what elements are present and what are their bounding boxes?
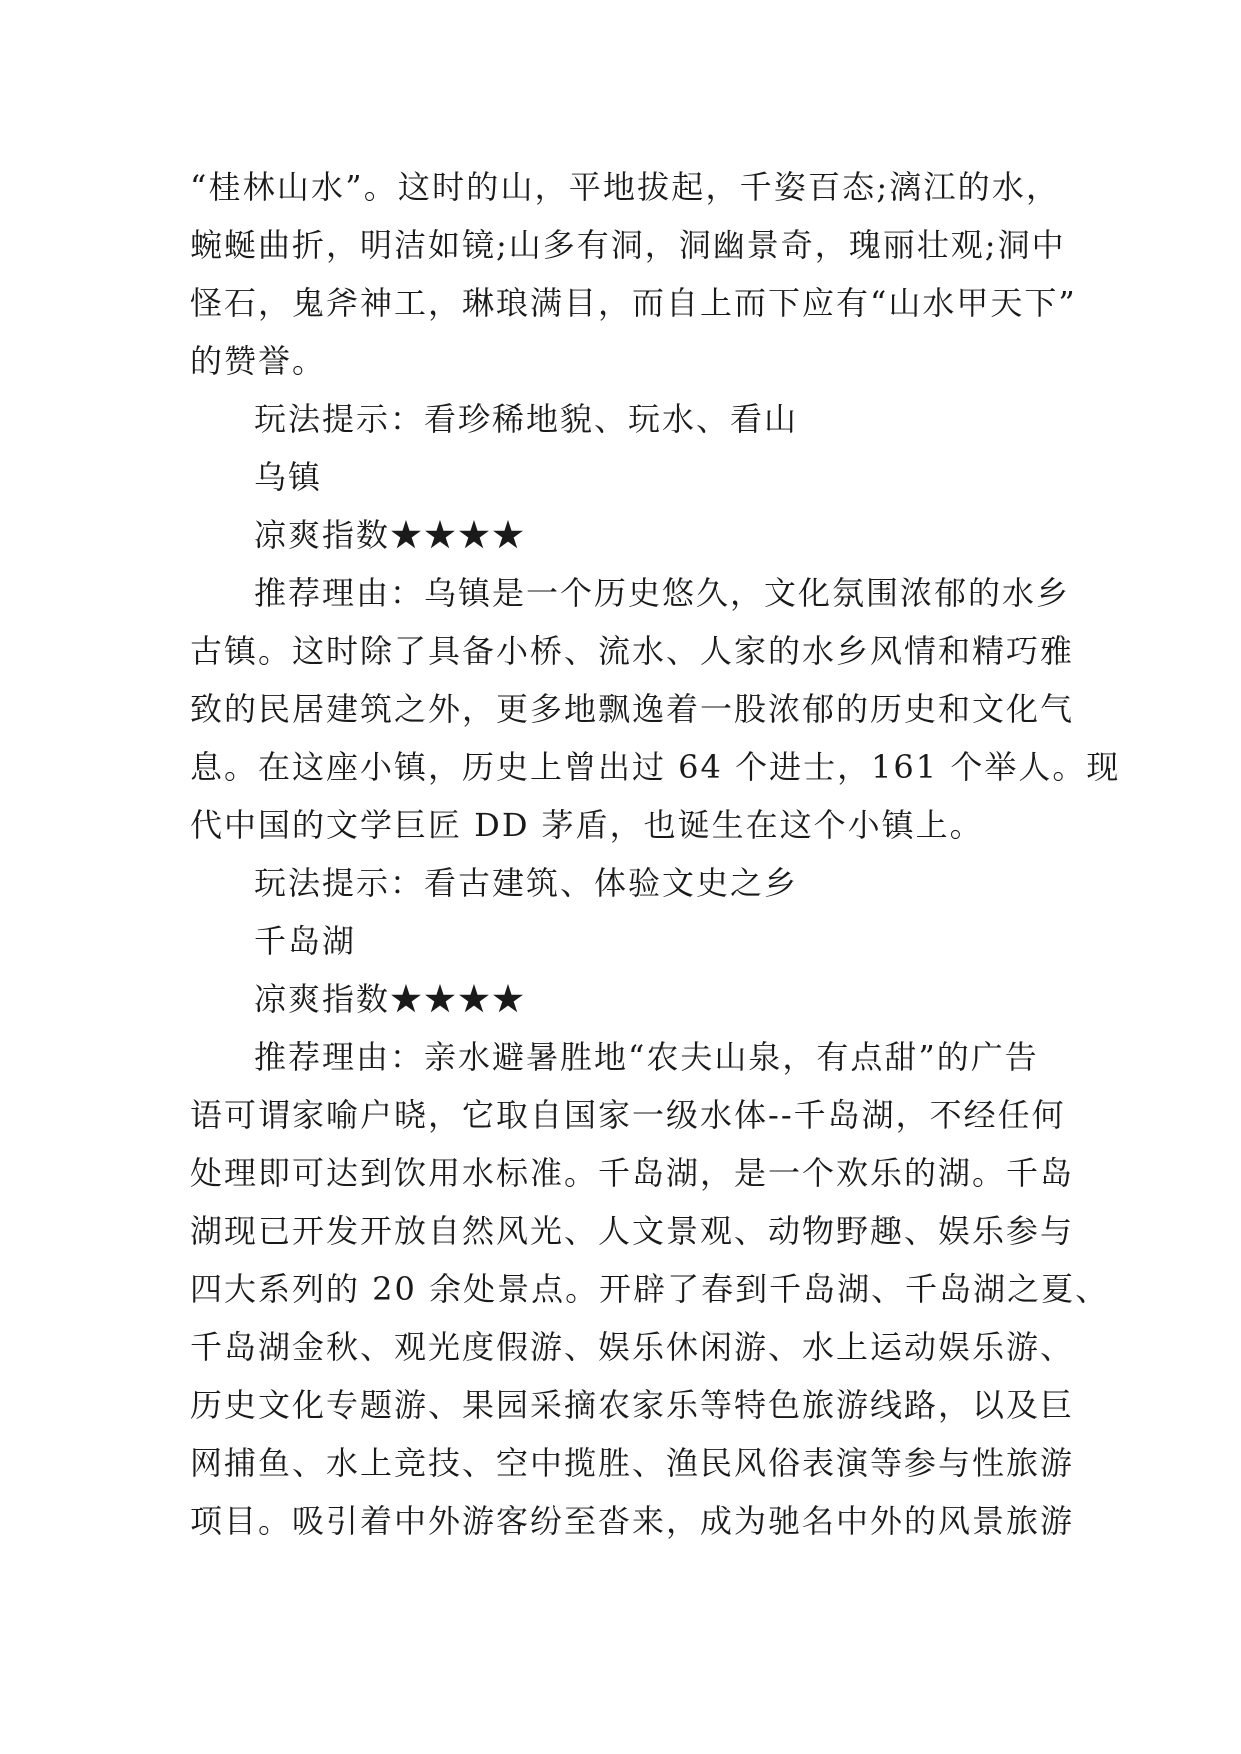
tip-line-guilin: 玩法提示：看珍稀地貌、玩水、看山	[254, 400, 799, 438]
rating-line-wuzhen: 凉爽指数★★★★	[254, 516, 527, 554]
paragraph-line: 处理即可达到饮用水标准。千岛湖，是一个欢乐的湖。千岛	[190, 1154, 1075, 1192]
paragraph-line: 推荐理由：亲水避暑胜地“农夫山泉，有点甜”的广告	[254, 1038, 1039, 1076]
paragraph-line: 蜿蜒曲折，明洁如镜;山多有洞，洞幽景奇，瑰丽壮观;洞中	[190, 226, 1066, 264]
rating-line-qiandaohu: 凉爽指数★★★★	[254, 980, 527, 1018]
paragraph-line: 项目。吸引着中外游客纷至沓来，成为驰名中外的风景旅游	[190, 1502, 1075, 1540]
paragraph-line: 湖现已开发开放自然风光、人文景观、动物野趣、娱乐参与	[190, 1212, 1075, 1250]
paragraph-line: 历史文化专题游、果园采摘农家乐等特色旅游线路，以及巨	[190, 1386, 1075, 1424]
paragraph-line: 的赞誉。	[190, 342, 327, 380]
document-body	[190, 158, 1121, 1550]
paragraph-line: 语可谓家喻户晓，它取自国家一级水体--千岛湖，不经任何	[190, 1096, 1066, 1134]
tip-line-wuzhen: 玩法提示：看古建筑、体验文史之乡	[254, 864, 799, 902]
paragraph-line: “桂林山水”。这时的山，平地拔起，千姿百态;漓江的水，	[190, 168, 1060, 206]
paragraph-line: 致的民居建筑之外，更多地飘逸着一股浓郁的历史和文化气	[190, 690, 1075, 728]
paragraph-line: 怪石，鬼斧神工，琳琅满目，而自上而下应有“山水甲天下”	[190, 284, 1077, 322]
paragraph-line: 千岛湖金秋、观光度假游、娱乐休闲游、水上运动娱乐游、	[190, 1328, 1075, 1366]
paragraph-line: 推荐理由：乌镇是一个历史悠久，文化氛围浓郁的水乡	[254, 574, 1071, 612]
paragraph-line: 古镇。这时除了具备小桥、流水、人家的水乡风情和精巧雅	[190, 632, 1075, 670]
paragraph-line: 代中国的文学巨匠 DD 茅盾，也诞生在这个小镇上。	[190, 806, 984, 844]
paragraph-line: 四大系列的 20 余处景点。开辟了春到千岛湖、千岛湖之夏、	[190, 1270, 1110, 1308]
section-heading-qiandaohu: 千岛湖	[254, 922, 357, 960]
section-heading-wuzhen: 乌镇	[254, 458, 323, 496]
paragraph-line: 息。在这座小镇，历史上曾出过 64 个进士，161 个举人。现	[190, 748, 1121, 786]
paragraph-line: 网捕鱼、水上竞技、空中揽胜、渔民风俗表演等参与性旅游	[190, 1444, 1075, 1482]
